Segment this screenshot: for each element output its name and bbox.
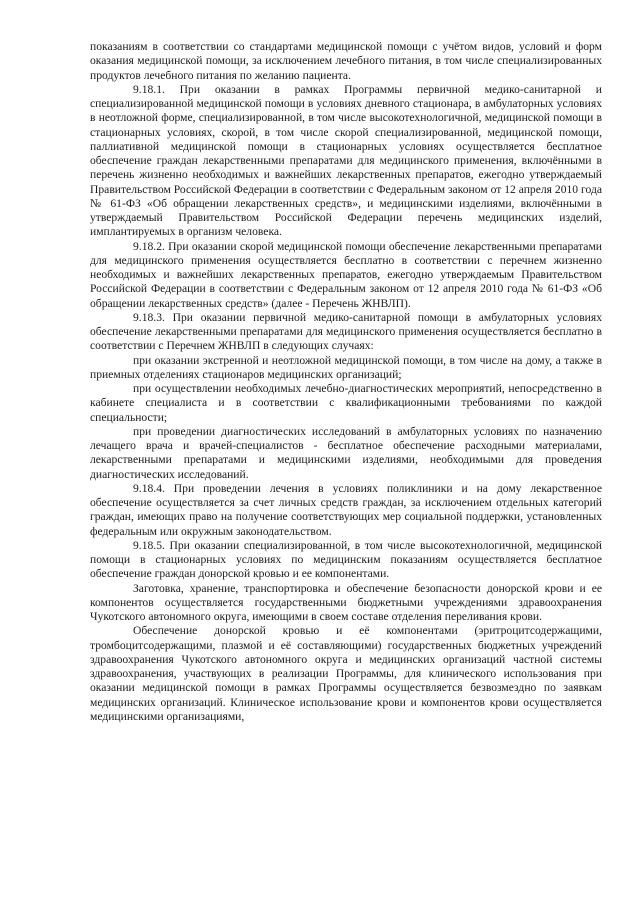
paragraph-9-18-3: 9.18.3. При оказании первичной медико-санитарной помощи в амбулаторных условиях обеспечение лекарственными препаратами для медицинского применения осуществляется бесплатно в соответствии с Перечнем ЖНВЛП в следующих случаях:	[90, 310, 602, 353]
paragraph-case-emergency: при оказании экстренной и неотложной медицинской помощи, в том числе на дому, а также в приемных отделениях стационаров медицинских организаций;	[90, 353, 602, 381]
paragraph-9-18-5: 9.18.5. При оказании специализированной, в том числе высокотехнологичной, медицинской помощи в стационарных условиях по медицинским показаниям осуществляется бесплатное обеспечение граждан донорской кровью и ее компонентами.	[90, 538, 602, 581]
paragraph-9-18-1: 9.18.1. При оказании в рамках Программы первичной медико-санитарной и специализированной медицинской помощи в условиях дневного стационара, в амбулаторных условиях в неотложной форме, специализированной, в том числе высокотехнологичной, медицинской помощи в стационарных условиях, скорой, в том числе скорой специализированной, медицинской помощи, паллиативной медицинской помощи в стационарных условиях осуществляется бесплатное обеспечение граждан лекарственными препаратами для медицинского применения, включёнными в перечень жизненно необходимых и важнейших лекарственных препаратов, ежегодно утверждаемый Правительством Российской Федерации в соответствии с Федеральным законом от 12 апреля 2010 года № 61-ФЗ «Об обращении лекарственных средств», и медицинскими изделиями, включёнными в утверждаемый Правительством Российской Федерации перечень медицинских изделий, имплантируемых в организм человека.	[90, 82, 602, 239]
paragraph-continuation: показаниям в соответствии со стандартами медицинской помощи с учётом видов, условий и форм оказания медицинской помощи, за исключением лечебного питания, в том числе специализированных продуктов лечебного питания по желанию пациента.	[90, 40, 602, 82]
paragraph-9-18-2: 9.18.2. При оказании скорой медицинской помощи обеспечение лекарственными препаратами для медицинского применения осуществляется бесплатно в соответствии с перечнем жизненно необходимых и важнейших лекарственных препаратов, ежегодно утверждаемым Правительством Российской Федерации в соответствии с Федеральным законом от 12 апреля 2010 года № 61-ФЗ «Об обращении лекарственных средств» (далее - Перечень ЖНВЛП).	[90, 239, 602, 310]
paragraph-9-18-4: 9.18.4. При проведении лечения в условиях поликлиники и на дому лекарственное обеспечение осуществляется за счет личных средств граждан, за исключением отдельных категорий граждан, имеющих право на получение соответствующих мер социальной поддержки, установленных федеральным или окружным законодательством.	[90, 481, 602, 538]
paragraph-blood-supply: Обеспечение донорской кровью и её компонентами (эритроцитсодержащими, тромбоцитсодержащими, плазмой и её составляющими) государственных бюджетных учреждений здравоохранения Чукотского автономного округа и медицинских организаций частной системы здравоохранения, участвующих в реализации Программы, для клинического использования при оказании медицинской помощи в рамках Программы осуществляется безвозмездно по заявкам медицинских организаций. Клиническое использование крови и компонентов крови осуществляется медицинскими организациями,	[90, 624, 602, 723]
paragraph-case-diagnostics: при проведении диагностических исследований в амбулаторных условиях по назначению лечащего врача и врачей-специалистов - бесплатное обеспечение расходными материалами, лекарственными препаратами и медицинскими изделиями, необходимыми для проведения диагностических исследований.	[90, 424, 602, 481]
document-page	[90, 40, 602, 724]
paragraph-case-procedures: при осуществлении необходимых лечебно-диагностических мероприятий, непосредственно в кабинете специалиста и в соответствии с квалификационными требованиями по каждой специальности;	[90, 382, 602, 424]
paragraph-blood-procurement: Заготовка, хранение, транспортировка и обеспечение безопасности донорской крови и ее компонентов осуществляется государственными бюджетными учреждениями здравоохранения Чукотского автономного округа, имеющими в своем составе отделения переливания крови.	[90, 581, 602, 623]
